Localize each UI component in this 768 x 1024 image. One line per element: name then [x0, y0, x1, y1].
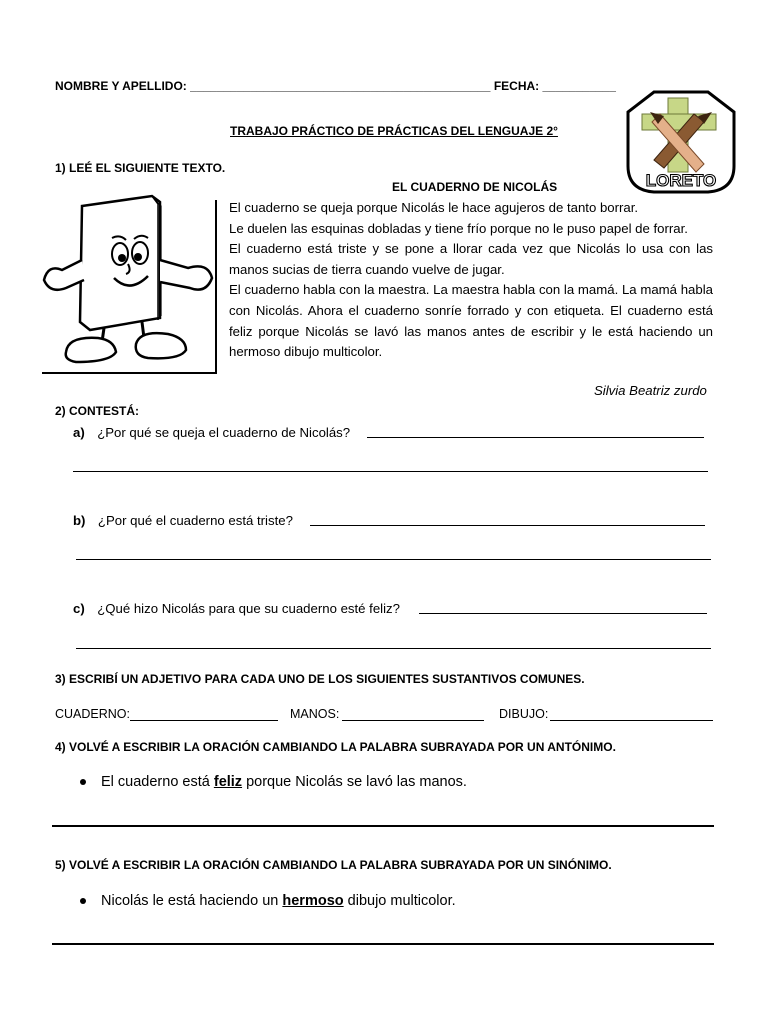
story-paragraph: El cuaderno habla con la maestra. La maestra habla con la mamá. La mamá habla con Nicolás. Ahora el cuaderno sonríe forrado y con etiqueta. El cuaderno está feliz porque Nicolás se lavó las manos antes de escribir y le está haciendo un hermoso dibujo multicolor. — [229, 282, 713, 360]
sentence-before: El cuaderno está — [101, 774, 214, 790]
question-text: ¿Qué hizo Nicolás para que su cuaderno esté feliz? — [97, 601, 400, 616]
sentence-before: Nicolás le está haciendo un — [101, 893, 283, 909]
school-logo — [624, 90, 738, 196]
adjective-blank[interactable] — [550, 720, 713, 721]
answer-line[interactable] — [310, 525, 705, 526]
underlined-word: hermoso — [282, 893, 344, 909]
question-letter: a) — [73, 425, 85, 440]
bullet-icon — [80, 779, 86, 785]
story-paragraph: Le duelen las esquinas dobladas y tiene frío porque no le puso papel de forrar. — [229, 220, 688, 236]
date-label: FECHA: — [493, 79, 540, 93]
date-blank[interactable]: ___________ — [542, 79, 616, 93]
section3-heading: 3) ESCRIBÍ UN ADJETIVO PARA CADA UNO DE LOS SIGUIENTES SUSTANTIVOS COMUNES. — [55, 672, 585, 686]
noun-label-manos: MANOS: — [290, 707, 340, 721]
worksheet-title: TRABAJO PRÁCTICO DE PRÁCTICAS DEL LENGUAJE 2° — [230, 124, 558, 138]
name-blank[interactable]: _____________________________________________ — [190, 79, 491, 93]
question-letter: b) — [73, 513, 86, 528]
sentence-after: porque Nicolás se lavó las manos. — [242, 774, 467, 790]
question-text: ¿Por qué el cuaderno está triste? — [97, 513, 293, 528]
section5-heading: 5) VOLVÉ A ESCRIBIR LA ORACIÓN CAMBIANDO LA PALABRA SUBRAYADA POR UN SINÓNIMO. — [55, 858, 612, 872]
question-text: ¿Por qué se queja el cuaderno de Nicolás? — [97, 425, 351, 440]
name-label: NOMBRE Y APELLIDO: — [55, 79, 187, 93]
answer-line[interactable] — [52, 825, 714, 827]
story-paragraph: El cuaderno se queja porque Nicolás le hace agujeros de tanto borrar. — [229, 200, 639, 215]
question-letter: c) — [73, 601, 85, 616]
logo-text: LORETO — [645, 171, 717, 190]
sentence-synonym — [80, 893, 456, 909]
bullet-icon — [80, 898, 86, 904]
story-title: EL CUADERNO DE NICOLÁS — [392, 180, 558, 194]
answer-line[interactable] — [367, 437, 704, 438]
answer-line[interactable] — [76, 559, 711, 560]
adjective-blank[interactable] — [342, 720, 484, 721]
answer-line[interactable] — [76, 648, 711, 649]
underlined-word: feliz — [213, 774, 243, 790]
name-date-line — [55, 79, 616, 93]
section2-heading: 2) CONTESTÁ: — [55, 404, 139, 418]
noun-label-cuaderno: CUADERNO: — [55, 707, 131, 721]
answer-line[interactable] — [52, 943, 714, 945]
notebook-character-illustration — [40, 190, 220, 376]
question-b — [73, 512, 293, 530]
question-c — [73, 600, 400, 618]
answer-line[interactable] — [73, 471, 708, 472]
story-text — [229, 198, 713, 363]
sentence-after: dibujo multicolor. — [343, 893, 456, 909]
sentence-antonym — [80, 774, 467, 790]
answer-line[interactable] — [419, 613, 707, 614]
adjective-blank[interactable] — [130, 720, 278, 721]
story-author: Silvia Beatriz zurdo — [594, 383, 707, 398]
noun-label-dibujo: DIBUJO: — [499, 707, 549, 721]
section1-heading: 1) LEÉ EL SIGUIENTE TEXTO. — [55, 161, 226, 175]
section4-heading: 4) VOLVÉ A ESCRIBIR LA ORACIÓN CAMBIANDO LA PALABRA SUBRAYADA POR UN ANTÓNIMO. — [55, 740, 616, 754]
story-paragraph: El cuaderno está triste y se pone a llorar cada vez que Nicolás lo usa con las manos sucias de tierra cuando vuelve de jugar. — [229, 241, 713, 277]
question-a — [73, 424, 350, 442]
